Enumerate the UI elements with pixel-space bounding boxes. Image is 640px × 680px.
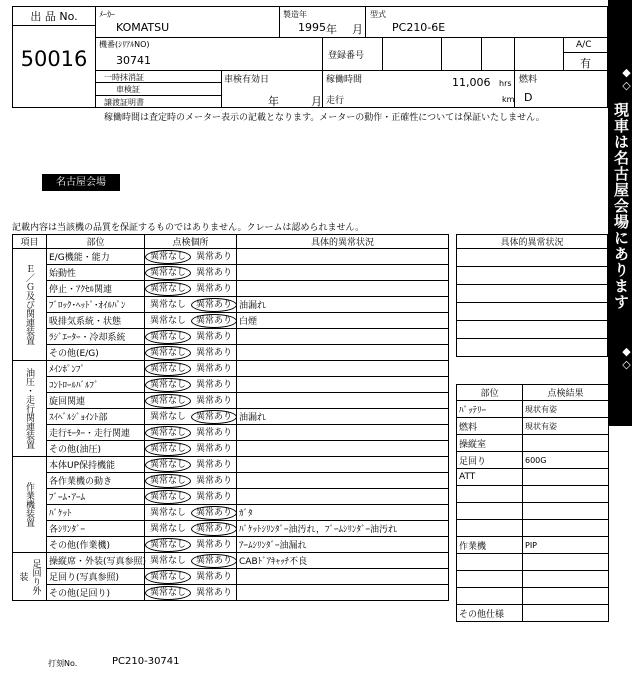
ok-mark: 異常なし	[145, 426, 191, 440]
result-value	[523, 503, 609, 520]
result-part-header: 部位	[457, 385, 523, 401]
part-cell: 吸排気系統・状態	[47, 313, 145, 329]
table-row	[13, 569, 449, 585]
table-row	[13, 425, 449, 441]
check-cell	[145, 265, 237, 281]
part-cell: 各作業機の動き	[47, 473, 145, 489]
ng-mark: 異常あり	[196, 251, 233, 262]
ok-mark: 異常なし	[145, 378, 191, 392]
serial-value: 30741	[116, 54, 151, 67]
registration-label: 登録番号	[328, 51, 365, 61]
ac-label: A/C	[576, 40, 592, 50]
ng-mark: 異常あり	[191, 554, 237, 568]
side-banner	[608, 0, 632, 426]
table-row	[13, 473, 449, 489]
result-value	[523, 435, 609, 452]
result-value: 600G	[523, 452, 609, 469]
year-value: 1995	[298, 21, 326, 34]
table-row	[13, 361, 449, 377]
ok-mark: 異常なし	[150, 299, 187, 310]
table-row	[13, 265, 449, 281]
ok-mark: 異常なし	[145, 538, 191, 552]
detail-cell	[237, 345, 449, 361]
result-label	[457, 571, 523, 588]
check-cell	[145, 377, 237, 393]
table-row	[13, 521, 449, 537]
ok-mark: 異常なし	[145, 490, 191, 504]
ng-mark: 異常あり	[196, 427, 233, 438]
ok-mark: 異常なし	[145, 362, 191, 376]
ng-mark: 異常あり	[196, 395, 233, 406]
detail-cell: CABﾄﾞｱｷｬｯﾁ不良	[237, 553, 449, 569]
result-row	[457, 435, 609, 452]
ng-mark: 異常あり	[191, 314, 237, 328]
table-row	[13, 505, 449, 521]
header-detail: 具体的異常状況	[237, 235, 449, 249]
result-value: 現状有姿	[523, 418, 609, 435]
ok-mark: 異常なし	[145, 394, 191, 408]
table-row	[13, 585, 449, 601]
header-part: 部位	[47, 235, 145, 249]
result-value	[523, 605, 609, 622]
ng-mark: 異常あり	[196, 475, 233, 486]
travel-label: 走行	[326, 96, 345, 106]
result-value	[523, 486, 609, 503]
table-row	[13, 329, 449, 345]
table-row	[13, 409, 449, 425]
result-row	[457, 401, 609, 418]
part-cell: 始動性	[47, 265, 145, 281]
part-cell: 各ｼﾘﾝﾀﾞｰ	[47, 521, 145, 537]
result-table	[456, 384, 609, 622]
result-row	[457, 520, 609, 537]
result-value	[523, 588, 609, 605]
detail-cell	[237, 425, 449, 441]
part-cell: ﾌﾞｰﾑ･ｱｰﾑ	[47, 489, 145, 505]
result-row	[457, 503, 609, 520]
part-cell: ﾗｼﾞｴｰﾀｰ・冷却系統	[47, 329, 145, 345]
shaken-label: 車検有効日	[224, 75, 270, 85]
ok-mark: 異常なし	[145, 586, 191, 600]
ok-mark: 異常なし	[145, 250, 191, 264]
detail-cell	[237, 361, 449, 377]
group-label: 作業機装置	[13, 457, 47, 553]
detail-cell	[237, 329, 449, 345]
ng-mark: 異常あり	[196, 587, 233, 598]
table-row	[13, 377, 449, 393]
ok-mark: 異常なし	[145, 442, 191, 456]
shaken-year-unit: 年	[268, 95, 279, 108]
table-row	[13, 489, 449, 505]
inspection-cert-label: 車検証	[116, 85, 140, 94]
ok-mark: 異常なし	[145, 282, 191, 296]
detail-cell: 油漏れ	[237, 409, 449, 425]
side-banner-text: 現車は名古屋会場にあります	[612, 102, 630, 310]
detail-cell	[237, 377, 449, 393]
ng-mark: 異常あり	[196, 571, 233, 582]
table-row	[13, 281, 449, 297]
right-detail-table	[456, 234, 608, 357]
ok-mark: 異常なし	[150, 315, 187, 326]
hours-label: 稼働時間	[326, 75, 363, 85]
result-label	[457, 503, 523, 520]
ng-mark: 異常あり	[191, 522, 237, 536]
result-label: ATT	[457, 469, 523, 486]
ng-mark: 異常あり	[196, 491, 233, 502]
result-row	[457, 418, 609, 435]
ok-mark: 異常なし	[150, 411, 187, 422]
check-cell	[145, 505, 237, 521]
ok-mark: 異常なし	[145, 330, 191, 344]
result-row	[457, 537, 609, 554]
check-cell	[145, 473, 237, 489]
check-cell	[145, 393, 237, 409]
part-cell: ｺﾝﾄﾛｰﾙﾊﾞﾙﾌﾞ	[47, 377, 145, 393]
ok-mark: 異常なし	[150, 523, 187, 534]
check-cell	[145, 521, 237, 537]
ng-mark: 異常あり	[196, 443, 233, 454]
shaken-month-unit: 月	[311, 95, 322, 108]
model-label: 型式	[370, 10, 386, 19]
result-label	[457, 554, 523, 571]
result-value	[523, 554, 609, 571]
detail-cell	[237, 585, 449, 601]
check-cell	[145, 297, 237, 313]
part-cell: その他(E/G)	[47, 345, 145, 361]
ng-mark: 異常あり	[191, 506, 237, 520]
part-cell: ﾒｲﾝﾎﾟﾝﾌﾟ	[47, 361, 145, 377]
check-cell	[145, 281, 237, 297]
meter-note: 稼働時間は査定時のメーター表示の記載となります。メーターの動作・正確性については保証いたしません。	[104, 113, 545, 123]
temp-cancel-label: 一時抹消証	[104, 73, 144, 82]
ng-mark: 異常あり	[196, 267, 233, 278]
result-label	[457, 486, 523, 503]
lot-number: 50016	[20, 47, 88, 71]
part-cell: 本体UP保持機能	[47, 457, 145, 473]
ng-mark: 異常あり	[196, 459, 233, 470]
table-row	[13, 393, 449, 409]
ok-mark: 異常なし	[145, 474, 191, 488]
header-check: 点検個所	[145, 235, 237, 249]
stamp-no-value: PC210-30741	[112, 656, 180, 667]
result-row	[457, 486, 609, 503]
table-row	[13, 249, 449, 265]
result-label: 操縦室	[457, 435, 523, 452]
result-value	[523, 520, 609, 537]
part-cell: その他(油圧)	[47, 441, 145, 457]
result-label	[457, 520, 523, 537]
ng-mark: 異常あり	[196, 347, 233, 358]
stamp-no-label: 打刻No.	[48, 659, 78, 668]
year-label: 製造年	[283, 10, 307, 19]
part-cell: その他(足回り)	[47, 585, 145, 601]
check-cell	[145, 585, 237, 601]
ng-mark: 異常あり	[196, 331, 233, 342]
part-cell: 足回り(写真参照)	[47, 569, 145, 585]
ok-mark: 異常なし	[145, 458, 191, 472]
part-cell: その他(作業機)	[47, 537, 145, 553]
disclaimer: 記載内容は当該機の品質を保証するものではありません。クレームは認められません。	[12, 223, 365, 233]
check-cell	[145, 361, 237, 377]
transfer-cert-label: 譲渡証明書	[104, 98, 144, 107]
result-label	[457, 588, 523, 605]
ng-mark: 異常あり	[191, 410, 237, 424]
header-item: 項目	[13, 235, 47, 249]
table-row	[13, 297, 449, 313]
part-cell: ﾌﾞﾛｯｸ･ﾍｯﾄﾞ･ｵｲﾙﾊﾟﾝ	[47, 297, 145, 313]
detail-cell	[237, 473, 449, 489]
result-value: PIP	[523, 537, 609, 554]
lot-label: 出 品 No.	[13, 8, 95, 26]
check-cell	[145, 489, 237, 505]
ok-mark: 異常なし	[145, 570, 191, 584]
ok-mark: 異常なし	[150, 507, 187, 518]
result-label: 足回り	[457, 452, 523, 469]
ok-mark: 異常なし	[145, 346, 191, 360]
part-cell: ﾊﾞｹｯﾄ	[47, 505, 145, 521]
detail-cell: ﾊﾞｹｯﾄｼﾘﾝﾀﾞｰ油汚れ，ﾌﾞｰﾑｼﾘﾝﾀﾞｰ油汚れ	[237, 521, 449, 537]
maker-label: ﾒｰｶｰ	[99, 10, 115, 19]
detail-cell	[237, 457, 449, 473]
header-info	[95, 6, 608, 108]
maker-value: KOMATSU	[116, 21, 170, 34]
group-label: Ｅ／Ｇ及び関連装置	[13, 249, 47, 361]
ng-mark: 異常あり	[191, 298, 237, 312]
result-row	[457, 469, 609, 486]
part-cell: 操縦席・外装(写真参照)	[47, 553, 145, 569]
check-cell	[145, 425, 237, 441]
detail-cell	[237, 569, 449, 585]
check-cell	[145, 329, 237, 345]
detail-cell	[237, 393, 449, 409]
ac-value: 有	[580, 57, 591, 70]
ok-mark: 異常なし	[150, 555, 187, 566]
table-row	[13, 457, 449, 473]
result-label: ﾊﾞｯﾃﾘｰ	[457, 401, 523, 418]
result-value	[523, 571, 609, 588]
part-cell: 旋回関連	[47, 393, 145, 409]
detail-cell	[237, 265, 449, 281]
check-cell	[145, 441, 237, 457]
fuel-value: D	[524, 91, 533, 104]
part-cell: ｽｲﾍﾞﾙｼﾞｮｲﾝﾄ部	[47, 409, 145, 425]
result-value	[523, 469, 609, 486]
km-unit: km	[502, 95, 515, 104]
detail-cell	[237, 441, 449, 457]
check-cell	[145, 409, 237, 425]
month-unit: 月	[352, 23, 363, 36]
model-value: PC210-6E	[392, 21, 446, 34]
result-header: 点検結果	[523, 385, 609, 401]
check-cell	[145, 313, 237, 329]
table-row	[13, 537, 449, 553]
group-label: 足回り外装	[13, 553, 47, 601]
check-cell	[145, 249, 237, 265]
group-label: 油圧・走行関連装置	[13, 361, 47, 457]
part-cell: 走行ﾓｰﾀｰ・走行関連	[47, 425, 145, 441]
inspection-table	[12, 234, 449, 601]
part-cell: E/G機能・能力	[47, 249, 145, 265]
detail-cell	[237, 249, 449, 265]
detail-cell: ｶﾞﾀ	[237, 505, 449, 521]
check-cell	[145, 457, 237, 473]
table-row	[13, 345, 449, 361]
hours-unit: hrs	[499, 79, 512, 88]
detail-cell: 白煙	[237, 313, 449, 329]
detail-cell	[237, 281, 449, 297]
table-row	[13, 441, 449, 457]
result-label: 作業機	[457, 537, 523, 554]
result-value: 現状有姿	[523, 401, 609, 418]
result-row	[457, 452, 609, 469]
diamond-bottom-icon: ◆◇	[620, 345, 633, 371]
result-row	[457, 605, 609, 622]
hours-value: 11,006	[452, 76, 491, 89]
result-row	[457, 571, 609, 588]
detail-cell: ｱｰﾑｼﾘﾝﾀﾞｰ油漏れ	[237, 537, 449, 553]
check-cell	[145, 569, 237, 585]
check-cell	[145, 537, 237, 553]
serial-label: 機番(ｼﾘｱﾙNO)	[99, 40, 150, 49]
result-row	[457, 554, 609, 571]
detail-cell	[237, 489, 449, 505]
venue-badge: 名古屋会場	[42, 174, 120, 191]
diamond-top-icon: ◆◇	[620, 66, 633, 92]
right-detail-header: 具体的異常状況	[457, 235, 608, 249]
result-label: その他仕様	[457, 605, 523, 622]
ok-mark: 異常なし	[145, 266, 191, 280]
check-cell	[145, 553, 237, 569]
result-row	[457, 588, 609, 605]
ng-mark: 異常あり	[196, 539, 233, 550]
year-unit: 年	[326, 23, 337, 36]
detail-cell: 油漏れ	[237, 297, 449, 313]
result-label: 燃料	[457, 418, 523, 435]
ng-mark: 異常あり	[196, 363, 233, 374]
ng-mark: 異常あり	[196, 379, 233, 390]
lot-box	[12, 6, 96, 108]
fuel-label: 燃料	[519, 75, 538, 85]
ng-mark: 異常あり	[196, 283, 233, 294]
check-cell	[145, 345, 237, 361]
part-cell: 停止・ｱｸｾﾙ関連	[47, 281, 145, 297]
table-row	[13, 313, 449, 329]
table-row	[13, 553, 449, 569]
